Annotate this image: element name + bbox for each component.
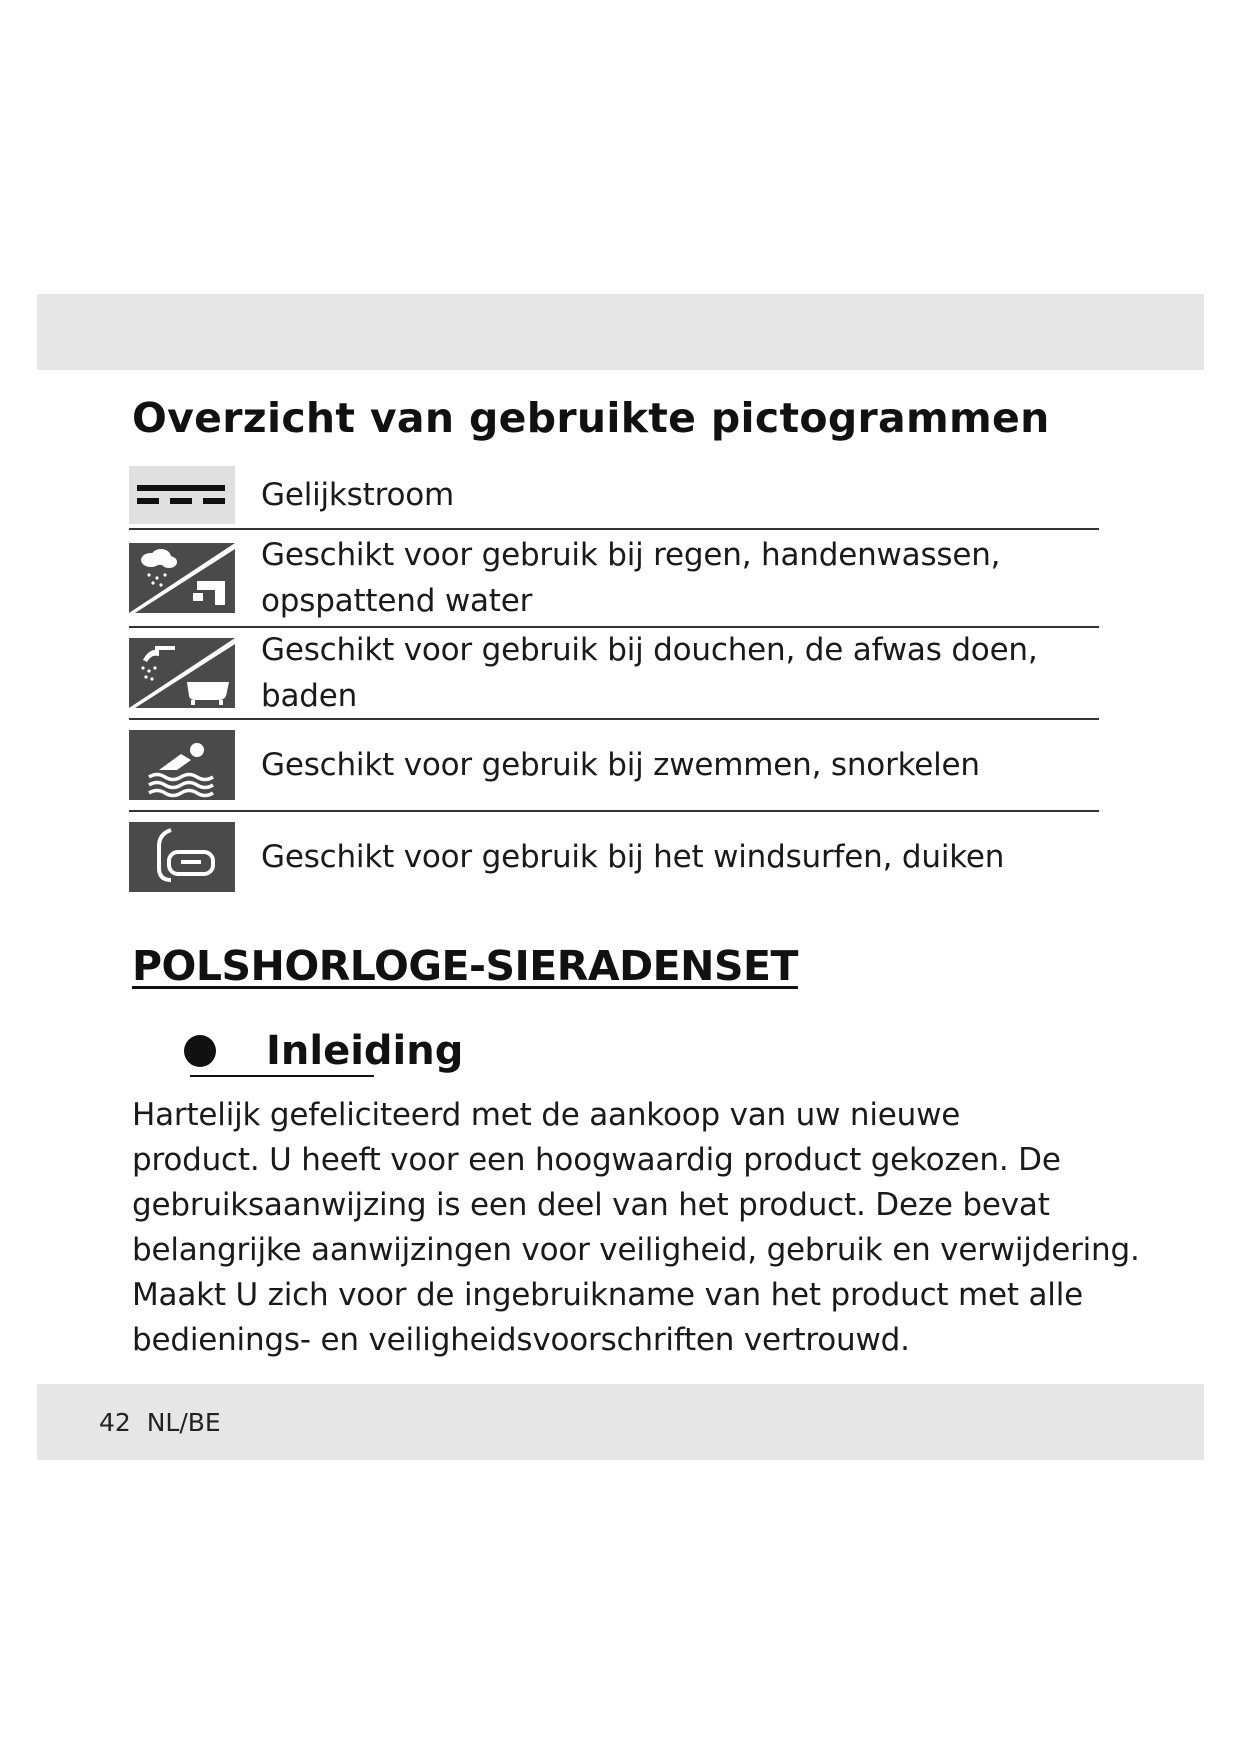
swimming-icon bbox=[129, 730, 235, 800]
pictogram-row bbox=[129, 628, 1099, 720]
intro-line: bedienings- en veiligheidsvoorschriften vertrouwd. bbox=[132, 1322, 910, 1358]
pictogram-row bbox=[129, 530, 1099, 628]
footer-text bbox=[99, 1408, 221, 1437]
direct-current-icon bbox=[129, 460, 235, 530]
footer-band bbox=[37, 1384, 1204, 1460]
pictogram-label-line: opspattend water bbox=[261, 583, 533, 619]
shower-bath-icon bbox=[129, 638, 235, 708]
intro-line: Hartelijk gefeliciteerd met de aankoop van uw nieuwe bbox=[132, 1097, 961, 1133]
page-title: Overzicht van gebruikte pictogrammen bbox=[132, 394, 1050, 442]
sub-heading-underline bbox=[190, 1075, 374, 1077]
sub-heading-text: Inleiding bbox=[266, 1028, 464, 1074]
intro-line: Maakt U zich voor de ingebruikname van het product met alle bbox=[132, 1277, 1084, 1313]
pictogram-label: Geschikt voor gebruik bij het windsurfen, duiken bbox=[261, 839, 1005, 875]
sub-heading bbox=[184, 1028, 463, 1074]
header-band bbox=[37, 294, 1204, 370]
pictogram-label: Geschikt voor gebruik bij zwemmen, snorkelen bbox=[261, 747, 980, 783]
snorkel-mask-icon bbox=[129, 822, 235, 892]
page-number: 42 bbox=[99, 1408, 131, 1437]
section-heading: POLSHORLOGE-SIERADENSET bbox=[132, 942, 798, 990]
pictogram-row bbox=[129, 462, 1099, 530]
pictogram-label-line: Geschikt voor gebruik bij regen, handenwassen, bbox=[261, 537, 1001, 573]
intro-line: gebruiksaanwijzing is een deel van het product. Deze bevat bbox=[132, 1187, 1050, 1223]
locale-label: NL/BE bbox=[146, 1408, 221, 1437]
pictogram-label bbox=[261, 532, 1000, 624]
intro-paragraph bbox=[132, 1093, 1142, 1363]
intro-line: belangrijke aanwijzingen voor veiligheid, gebruik en verwijdering. bbox=[132, 1232, 1140, 1268]
intro-line: product. U heeft voor een hoogwaardig product gekozen. De bbox=[132, 1142, 1061, 1178]
pictogram-row bbox=[129, 812, 1099, 902]
pictogram-table bbox=[129, 462, 1099, 902]
rain-handwash-icon bbox=[129, 543, 235, 613]
pictogram-label: Gelijkstroom bbox=[261, 477, 454, 513]
pictogram-label: Geschikt voor gebruik bij douchen, de afwas doen, baden bbox=[261, 632, 1038, 714]
pictogram-row bbox=[129, 720, 1099, 812]
bullet-icon bbox=[184, 1035, 216, 1067]
